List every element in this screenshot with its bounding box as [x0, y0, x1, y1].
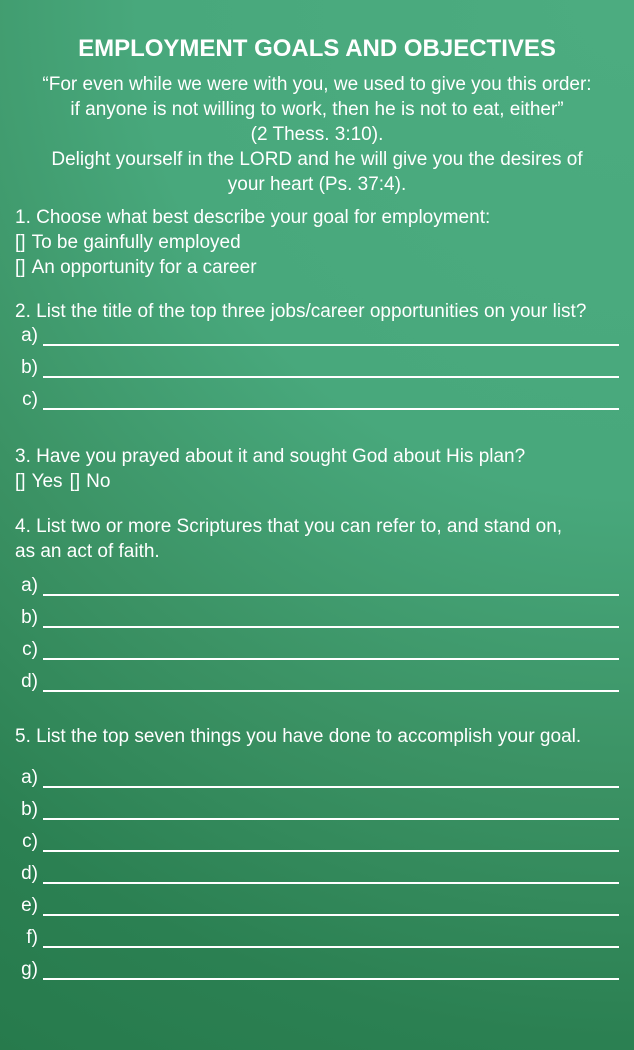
blank-letter: d)	[21, 671, 38, 692]
question-2-blanks	[15, 314, 619, 410]
question-1	[15, 205, 619, 280]
blank-row	[15, 948, 619, 980]
blank-row	[15, 378, 619, 410]
blank-row	[15, 852, 619, 884]
checkbox[interactable]: []	[15, 471, 26, 492]
scripture-quote	[15, 72, 619, 197]
option-label: An opportunity for a career	[31, 257, 257, 278]
blank-letter: c)	[22, 389, 38, 410]
option-label: No	[86, 471, 111, 492]
blank-letter: d)	[21, 863, 38, 884]
blank-letter: f)	[26, 927, 38, 948]
blank-line-input[interactable]	[43, 818, 619, 820]
blank-letter: a)	[21, 575, 38, 596]
blank-line-input[interactable]	[43, 946, 619, 948]
blank-row	[15, 660, 619, 692]
question-2-heading: 2. List the title of the top three jobs/career opportunities on your list?	[15, 301, 587, 322]
blank-line-input[interactable]	[43, 376, 619, 378]
blank-letter: a)	[21, 767, 38, 788]
blank-line-input[interactable]	[43, 786, 619, 788]
blank-line-input[interactable]	[43, 914, 619, 916]
question-3-options	[15, 469, 619, 494]
checkbox[interactable]: []	[15, 232, 26, 253]
blank-line-input[interactable]	[43, 882, 619, 884]
blank-row	[15, 820, 619, 852]
blank-letter: b)	[21, 799, 38, 820]
blank-row	[15, 596, 619, 628]
blank-line-input[interactable]	[43, 978, 619, 980]
blank-row	[15, 564, 619, 596]
blank-letter: a)	[21, 325, 38, 346]
scripture-line: (2 Thess. 3:10).	[250, 124, 384, 145]
scripture-line: your heart (Ps. 37:4).	[227, 174, 407, 195]
blank-line-input[interactable]	[43, 690, 619, 692]
blank-line-input[interactable]	[43, 626, 619, 628]
option-row	[15, 230, 619, 255]
question-4	[15, 514, 619, 692]
scripture-line: Delight yourself in the LORD and he will give you the desires of	[51, 149, 583, 170]
checkbox[interactable]: []	[15, 257, 26, 278]
blank-row	[15, 756, 619, 788]
blank-line-input[interactable]	[43, 408, 619, 410]
blank-line-input[interactable]	[43, 344, 619, 346]
option-label: Yes	[31, 471, 63, 492]
question-5-heading: 5. List the top seven things you have done to accomplish your goal.	[15, 726, 582, 747]
blank-line-input[interactable]	[43, 850, 619, 852]
page-title: EMPLOYMENT GOALS AND OBJECTIVES	[78, 35, 556, 62]
blank-row	[15, 346, 619, 378]
checkbox[interactable]: []	[69, 471, 81, 492]
blank-row	[15, 788, 619, 820]
question-2	[15, 299, 619, 410]
question-3	[15, 444, 619, 494]
question-5	[15, 724, 619, 980]
question-4-heading: 4. List two or more Scriptures that you can refer to, and stand on,	[15, 516, 563, 537]
blank-letter: c)	[22, 639, 38, 660]
question-4-blanks	[15, 564, 619, 692]
blank-letter: e)	[21, 895, 38, 916]
scripture-line: “For even while we were with you, we used to give you this order:	[42, 74, 592, 95]
blank-row	[15, 628, 619, 660]
blank-row	[15, 884, 619, 916]
question-4-heading-line-2: as an act of faith.	[15, 541, 160, 562]
blank-letter: c)	[22, 831, 38, 852]
option-label: To be gainfully employed	[31, 232, 241, 253]
blank-letter: g)	[21, 959, 38, 980]
question-3-heading: 3. Have you prayed about it and sought God about His plan?	[15, 446, 526, 467]
scripture-line: if anyone is not willing to work, then he is not to eat, either”	[70, 99, 564, 120]
blank-row	[15, 916, 619, 948]
question-5-blanks	[15, 756, 619, 980]
option-row	[15, 255, 619, 280]
blank-line-input[interactable]	[43, 658, 619, 660]
blank-letter: b)	[21, 357, 38, 378]
blank-letter: b)	[21, 607, 38, 628]
blank-line-input[interactable]	[43, 594, 619, 596]
question-1-heading: 1. Choose what best describe your goal for employment:	[15, 207, 491, 228]
